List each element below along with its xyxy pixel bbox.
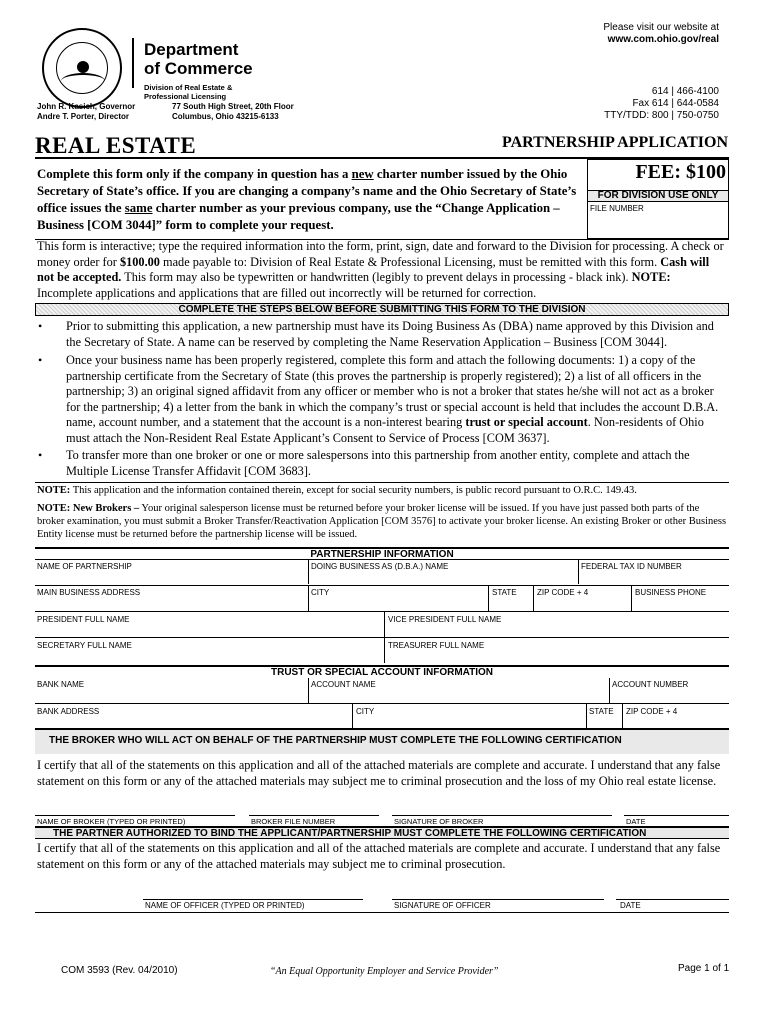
state-field[interactable] [489,597,533,611]
officer-signature-label: SIGNATURE OF OFFICER [394,901,491,910]
website-link[interactable]: www.com.ohio.gov/real [607,34,719,45]
federal-tax-id-label: FEDERAL TAX ID NUMBER [581,562,682,571]
city-label: CITY [311,588,330,597]
bank-name-field[interactable] [35,689,308,703]
state-label: STATE [492,588,517,597]
broker-certification-heading: THE BROKER WHO WILL ACT ON BEHALF OF THE PARTNERSHIP MUST COMPLETE THE FOLLOWING CERTIFICATION [35,728,729,754]
account-number-label: ACCOUNT NUMBER [612,680,689,689]
bank-state-label: STATE [589,707,614,716]
account-number-field[interactable] [610,689,729,703]
president-field[interactable] [35,624,384,637]
zip-label: ZIP CODE + 4 [537,588,589,597]
bullet-icon: • [38,319,43,333]
account-name-label: ACCOUNT NAME [311,680,376,689]
fee-amount: FEE: $100 [635,161,726,183]
contact-numbers: 614 | 466-4100 Fax 614 | 644-0584 TTY/TDD: 800 | 750-0750 [604,86,719,121]
file-number-label: FILE NUMBER [590,204,644,213]
treasurer-label: TREASURER FULL NAME [388,641,485,650]
treasurer-field[interactable] [385,650,729,663]
business-address-field[interactable] [35,597,308,611]
bullet-icon: • [38,448,43,462]
steps-heading: COMPLETE THE STEPS BELOW BEFORE SUBMITTING THIS FORM TO THE DIVISION [35,303,729,316]
new-brokers-note: NOTE: New Brokers – Your original salesperson license must be returned before your broker license will be issued. If you have just passed both parts of the broker examination, you must submit a Broker Transfer/Reactivation Application [COM 3576] to activate your broker license. An existing Broker or other Business Entity license must be returned before the partnership license will be issued. [37,503,727,540]
page-number: Page 1 of 1 [678,963,730,974]
ohio-seal-icon [42,28,122,108]
officials: John R. Kasich, Governor Andre T. Porter, Director [37,102,136,121]
step-bullet-3: To transfer more than one broker or one or more salespersons into this partnership from another entity, complete and attach the Multiple License Transfer Affidavit [COM 3683]. [66,448,690,478]
broker-date-label: DATE [626,817,646,826]
dba-name-field[interactable] [309,570,578,584]
page-title: REAL ESTATE [35,133,197,158]
business-address-label: MAIN BUSINESS ADDRESS [37,588,141,597]
business-phone-label: BUSINESS PHONE [635,588,707,597]
dba-name-label: DOING BUSINESS AS (D.B.A.) NAME [311,562,449,571]
division-use-heading: FOR DIVISION USE ONLY [588,190,728,202]
step-bullet-1: Prior to submitting this application, a new partnership must have its Doing Business As (DBA) name approved by this Division and the Secretary of State. A name can be reserved by completing the Name Reservation Application – Business [COM 3044]. [66,319,714,349]
broker-date-field[interactable] [624,802,729,815]
bank-zip-field[interactable] [623,715,729,728]
president-label: PRESIDENT FULL NAME [37,615,130,624]
broker-certification-text: I certify that all of the statements on this application and all of the attached materials are complete and accurate. I understand that any false statement on this form or any of the attached materials may subject me to criminal prosecution and the loss of my Ohio real estate license. [37,758,721,788]
division-use-box [587,159,729,239]
vice-president-label: VICE PRESIDENT FULL NAME [388,615,502,624]
partner-certification-heading: THE PARTNER AUTHORIZED TO BIND THE APPLICANT/PARTNERSHIP MUST COMPLETE THE FOLLOWING CERTIFICATION [35,826,729,839]
header-divider [132,38,134,88]
partner-certification-text: I certify that all of the statements on this application and all of the attached materials are complete and accurate. I understand that any false statement on this form or any of the attached materials may subject me to criminal prosecution. [37,841,721,871]
bank-state-field[interactable] [587,715,622,728]
bank-city-field[interactable] [353,715,586,728]
bank-address-label: BANK ADDRESS [37,707,100,716]
partnership-name-field[interactable] [35,570,308,584]
partnership-heading: PARTNERSHIP INFORMATION [35,547,729,560]
officer-date-field[interactable] [616,886,729,899]
vice-president-field[interactable] [385,624,729,637]
bank-address-field[interactable] [35,715,352,728]
broker-signature-label: SIGNATURE OF BROKER [394,817,484,826]
division-name: Division of Real Estate & Professional Licensing [144,83,233,101]
intro-instructions: Complete this form only if the company in question has a new charter number issued by the Ohio Secretary of State’s office. If you are changing a company’s name and the Ohio Secretary of State’s office issues the same charter number as your previous company, use the “Change Application – Business [COM 3044]” form to complete your request. [37,167,577,232]
officer-date-label: DATE [620,901,641,910]
bank-city-label: CITY [356,707,375,716]
zip-field[interactable] [534,597,631,611]
form-instructions: This form is interactive; type the required information into the form, print, sign, date and forward to the Division for processing. A check or money order for $100.00 made payable to: Division of Real Estate & Professional Licensing, must be remitted with this form. Cash will not be accepted. This form may also be typewritten or handwritten (legibly to prevent delays in processing - black ink). NOTE: Incomplete applications and applications that are filled out incorrectly will be returned for correction. [37,239,724,300]
bullet-icon: • [38,353,43,367]
account-name-field[interactable] [309,689,609,703]
form-id: COM 3593 (Rev. 04/2010) [61,965,178,976]
department-name: Department of Commerce [144,40,253,78]
secretary-label: SECRETARY FULL NAME [37,641,132,650]
bank-zip-label: ZIP CODE + 4 [626,707,678,716]
business-phone-field[interactable] [632,597,729,611]
officer-name-label: NAME OF OFFICER (TYPED OR PRINTED) [145,901,305,910]
form-title: PARTNERSHIP APPLICATION [502,134,728,151]
public-record-note: NOTE: This application and the information contained therein, except for social security numbers, is public record pursuant to O.R.C. 149.43. [37,485,637,496]
broker-name-field[interactable] [35,802,235,815]
broker-file-number-label: BROKER FILE NUMBER [251,817,336,826]
secretary-field[interactable] [35,650,384,663]
bank-name-label: BANK NAME [37,680,85,689]
federal-tax-id-field[interactable] [579,570,729,584]
step-bullet-2: Once your business name has been properly registered, complete this form and attach the following documents: 1) a copy of the partnership certificate from the Secretary of State (this proves the partnership is properly registered); 2) a list of all officers in the partnership; 3) an original signed affidavit from any officer or member who is not a broker that states he/she will not act as a broker for the partnership; 4) a letter from the bank in which the company’s trust or special account is held that includes the account D.B.A. name, account number, and a statement that the account is a non-interest bearing trust or special account. Non-residents of Ohio must attach the Non-Resident Real Estate Applicant’s Consent to Service of Process [COM 3637]. [66,353,719,445]
broker-name-label: NAME OF BROKER (TYPED OR PRINTED) [37,817,186,826]
officer-signature-field[interactable] [392,886,604,899]
broker-signature-field[interactable] [392,802,612,815]
partnership-name-label: NAME OF PARTNERSHIP [37,562,132,571]
officer-name-field[interactable] [143,886,363,899]
steps-rule [35,482,729,483]
trust-account-heading: TRUST OR SPECIAL ACCOUNT INFORMATION [35,665,729,678]
website-notice: Please visit our website at www.com.ohio.gov/real [603,22,719,45]
department-address: 77 South High Street, 20th Floor Columbus, Ohio 43215-6133 [172,102,294,121]
city-field[interactable] [309,597,488,611]
broker-file-number-field[interactable] [249,802,379,815]
equal-opportunity-motto: “An Equal Opportunity Employer and Service Provider” [270,966,499,977]
